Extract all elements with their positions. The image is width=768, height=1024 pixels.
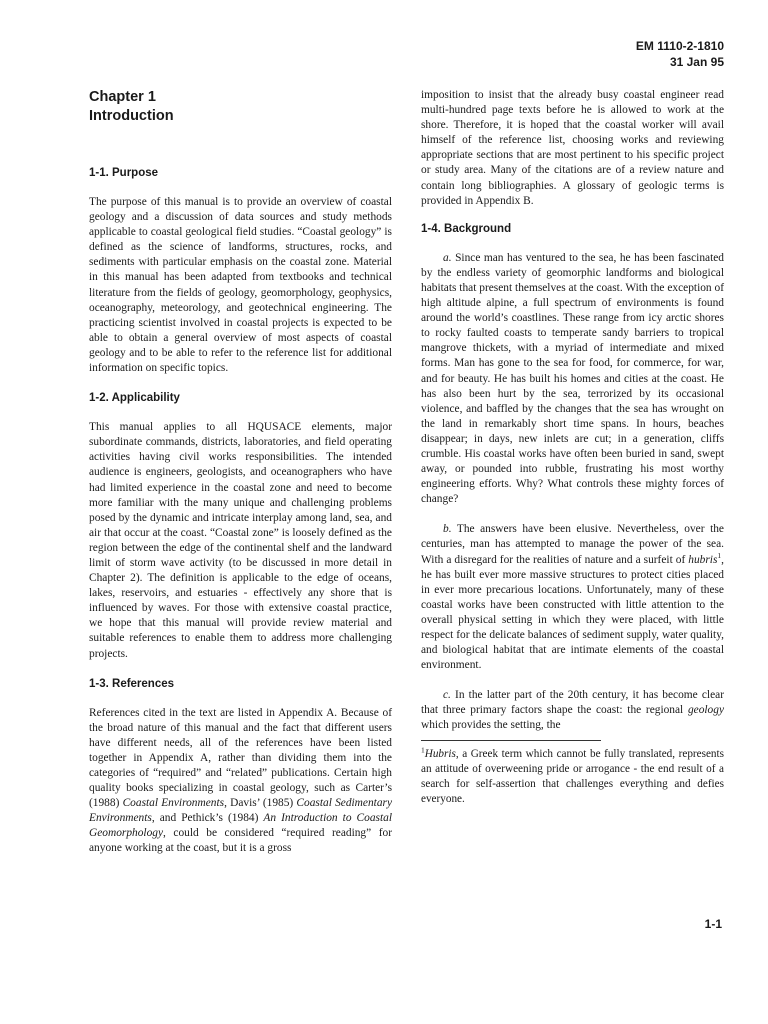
applicability-paragraph: This manual applies to all HQUSACE elements, major subordinate commands, districts, laboratories, and field operating activities having civil works responsibilities. The intended audience is engineers, geologists, and oceanographers who have had limited experience in the coastal zone and need to become more familiar with the many unique and challenging problems posed by the dynamic and intricate interplay among land, sea, and air that occur at the coast. “Coastal zone” is loosely defined as the region between the edge of the continental shelf and the landward limit of storm wave activity (to be discussed in more detail in Chapter 2). The definition is applicable to the edge of oceans, lakes, reservoirs, and estuaries - effectively any shore that is influenced by waves. For those with extensive coastal practice, we hope that this manual will provide review material and suitable references to enable them to address more challenging projects. [89,421,392,660]
footnote-number: 1 [421,744,425,754]
section-heading-applicability: 1-2. Applicability [89,392,180,405]
paragraph-label: c. [443,689,451,702]
section-heading-references: 1-3. References [89,677,175,690]
section-heading-purpose: 1-1. Purpose [89,167,159,179]
footnote-divider [421,740,601,741]
chapter-heading [89,88,392,126]
left-column [89,88,392,872]
footnote-term: Hubris [424,747,456,760]
chapter-title: Introduction [89,108,174,124]
footnote-marker: 1 [717,550,722,560]
document-number: EM 1110-2-1810 [635,39,724,53]
purpose-paragraph: The purpose of this manual is to provide an overview of coastal geology and a discussion of data sources and study methods applicable to coastal geological field studies. “Coastal geology” is defined as the science of landforms, structures, rocks, and sediments with particular emphasis on the coastal zone. Material in this manual has been adapted from textbooks and technical literature from the fields of geology, geomorphology, geophysics, oceanography, meteorology, and geotechnical engineering. The practicing scientist involved in coastal projects is expected to be able to obtain a general overview of most aspects of coastal geology and to be able to refer to the reference list for additional information on specific topics. [89,196,392,375]
document-date: 31 Jan 95 [669,55,724,69]
geology-term: geology [687,704,724,717]
background-paragraph-c: c. In the latter part of the 20th century, it has become clear that three primary factors shape the coast: the regional geology which provides the setting, the [421,689,724,732]
paragraph-label: b. [443,523,452,536]
hubris-term: hubris [688,553,718,566]
citation-title: An Introduction to Coastal Geomorphology [89,812,392,840]
page-header [636,38,724,70]
citation-title: Coastal Environments [122,797,225,810]
references-paragraph: References cited in the text are listed in Appendix A. Because of the broad nature of this manual and the fact that different users have different needs, all of the references have been listed together in Appendix A, rather than dividing them into the categories of “required” and “related” publications. Certain high quality books specializing in coastal geology, such as Carter’s (1988) Coastal Environments, Davis’ (1985) Coastal Sedimentary Environments, and Pethick’s (1984) An Introduction to Coastal Geomorphology, could be considered “required reading” for anyone working at the coast, but it is a gross [89,706,393,855]
citation-title: Coastal Sedimentary Environments [89,797,393,825]
paragraph-label: a. [443,251,452,264]
references-paragraph-continued: imposition to insist that the already busy coastal engineer read multi-hundred page texts before he is allowed to work at the shore. Therefore, it is hoped that the coastal worker will avail himself of the reference list, choosing works and reviewing appropriate sections that are most pertinent to his specific project or study area. Many of the citations are of a review nature and contain long bibliographies. A glossary of geologic terms is provided in Appendix B. [421,89,724,207]
section-heading-background: 1-4. Background [421,222,512,235]
right-column [421,88,724,807]
page-number: 1-1 [704,917,722,931]
background-paragraph-b: b. The answers have been elusive. Nevertheless, over the centuries, man has attempted to manage the power of the sea. With a disregard for the realities of nature and a surfeit of hubris$^1$, he has built ever more massive structures to protect cities placed in ever more precarious locations. Unfortunately, many of these coastal works have been constructed with little attention to the overall physical setting in which they were placed, with little respect for the delicate balances of sediment supply, water quality, and biological habitat that are intimate elements of the coastal environment. [421,523,724,672]
chapter-label: Chapter 1 [89,89,156,105]
footnote: $^1$Hubris, a Greek term which cannot be fully translated, represents an attitude of overweening pride or arrogance - the end result of a search for self-assertion that challenges everything and defies everyone. [421,744,724,805]
background-paragraph-a: a. Since man has ventured to the sea, he has been fascinated by the endless variety of geomorphic landforms and biological habitats that present themselves at the coast. With the exception of high altitude alpine, a full spectrum of environments is found around the world’s coastlines. These range from icy arctic shores to rocky faulted coasts to temperate sandy barriers to tropical mangrove thickets, with a myriad of intermediate and mixed forms. Man has gone to the sea for food, for commerce, for war, and for beauty. He has built his homes and cities at the coast. He has also been hurt by the sea, terrorized by its occasional violence, and baffled by the changes that the sea has wrought on the land in remarkably short time spans. In hours, beaches disappear; in days, new inlets are cut; in a generation, cliffs crumble. His coastal works have often been buried in sand, swept away, or pounded into rubble, frustrating his most worthy engineering efforts. Why? What controls these mighty forces of change? [421,251,724,506]
